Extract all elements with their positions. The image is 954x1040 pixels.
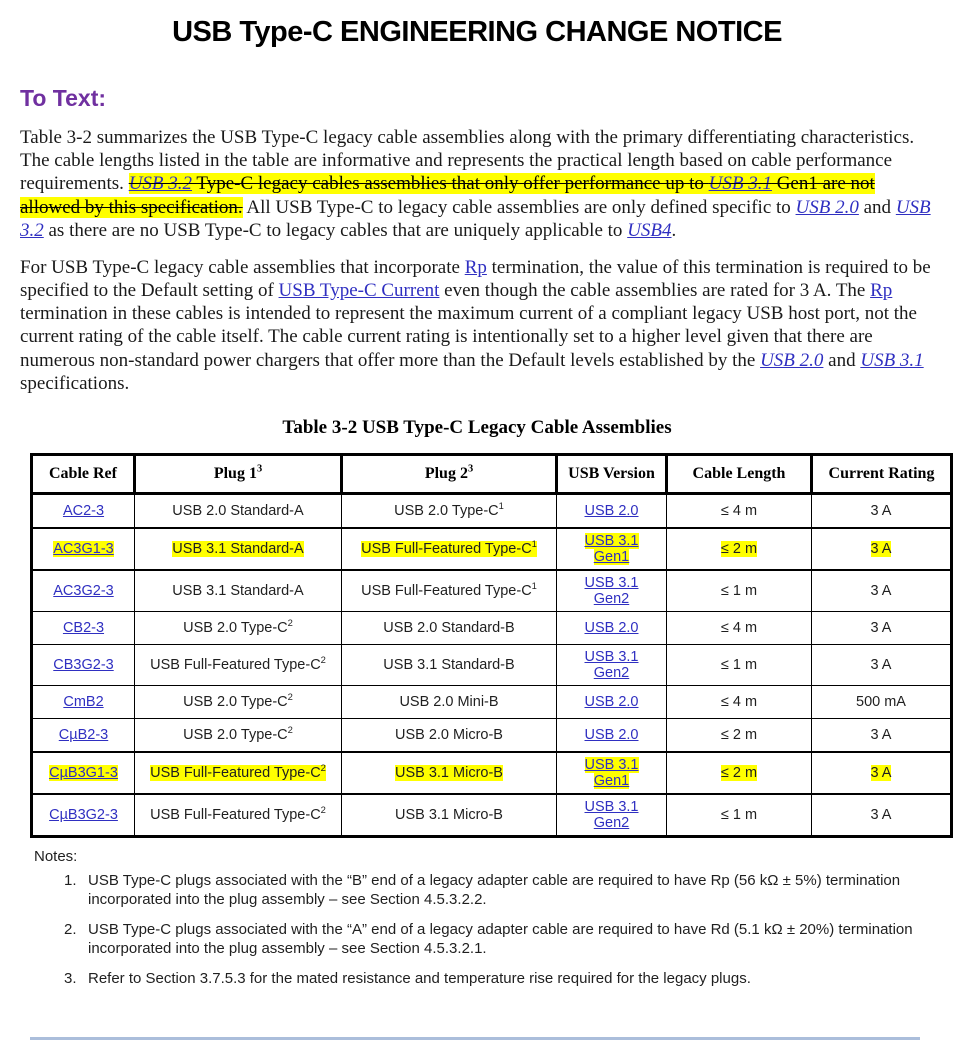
table-cell <box>667 685 812 718</box>
text-segment: Type-C legacy cables assemblies that only offer performance up to <box>192 173 709 195</box>
table-cell <box>342 752 557 794</box>
highlighted-text <box>361 538 537 557</box>
text-line: USB 3.1 <box>584 574 639 591</box>
header-cell-usb-version: USB Version <box>557 454 667 493</box>
table-cell <box>32 611 135 644</box>
link-usb-2-0[interactable]: USB 2.0 <box>584 502 639 519</box>
table-row <box>32 611 952 644</box>
table-cell <box>812 685 952 718</box>
table-cell <box>342 611 557 644</box>
link-cb2-3[interactable]: CB2-3 <box>62 619 105 636</box>
link-usb-3-1-gen2[interactable] <box>585 575 639 607</box>
table-cell <box>812 528 952 570</box>
link-c-b2-3[interactable]: CµB2-3 <box>58 726 109 743</box>
text-segment: 3 A <box>870 764 892 781</box>
highlighted-text <box>192 173 709 194</box>
footnote-ref: 3 <box>467 463 474 475</box>
table-cell <box>557 493 667 528</box>
document-title: USB Type-C ENGINEERING CHANGE NOTICE <box>172 16 782 48</box>
highlighted-text <box>53 541 113 557</box>
highlighted-text <box>172 541 303 557</box>
text-segment: USB 2.0 Mini-B <box>399 693 499 710</box>
footnote-ref: 3 <box>256 463 263 475</box>
table-row <box>32 493 952 528</box>
text-segment: as there are no USB Type-C to legacy cables that are uniquely applicable to <box>43 219 628 241</box>
table-cell <box>32 685 135 718</box>
text-line: Gen2 <box>593 590 630 607</box>
table-cell <box>32 570 135 612</box>
note-number: 1. <box>64 871 77 889</box>
link-usb-2-0[interactable]: USB 2.0 <box>584 619 639 636</box>
table-cell <box>667 611 812 644</box>
text-segment: USB Full-Featured Type-$C^2$ <box>150 804 326 823</box>
table-cell <box>342 794 557 837</box>
link-usb-type-c-current[interactable]: USB Type-C Current <box>278 280 440 302</box>
text-line: USB 3.1 <box>584 648 639 665</box>
table-cell <box>667 570 812 612</box>
table-cell <box>32 752 135 794</box>
table-cell <box>32 493 135 528</box>
section-heading-to-text: To Text: <box>20 85 107 111</box>
struck-text <box>709 173 772 194</box>
text-segment: USB 3.1 Micro-B <box>395 806 503 823</box>
text-segment: USB 3.1 Standard-B <box>383 656 515 673</box>
text-line: Gen1 <box>593 548 630 565</box>
text-segment: USB 3.1 Micro-B <box>395 764 503 781</box>
table-cell <box>557 528 667 570</box>
footnote-ref: 2 <box>287 724 293 736</box>
table-cell <box>812 611 952 644</box>
table-row <box>32 752 952 794</box>
table-cell <box>667 528 812 570</box>
text-segment: 3 A <box>870 726 892 743</box>
table-row <box>32 718 952 752</box>
text-segment: For USB Type-C legacy cable assemblies that incorporate <box>20 256 465 278</box>
table-cell <box>32 528 135 570</box>
notes-label: Notes: <box>34 847 78 865</box>
text-segment: ≤ 2 m <box>720 540 758 557</box>
table-cell <box>667 493 812 528</box>
table-cell <box>342 528 557 570</box>
table-caption: Table 3-2 USB Type-C Legacy Cable Assemblies <box>282 416 672 438</box>
table-cell <box>812 493 952 528</box>
text-line: Gen1 <box>593 772 630 789</box>
table-cell <box>135 718 342 752</box>
footnote-ref: 1 <box>531 580 537 592</box>
footnote-ref: 2 <box>320 804 326 816</box>
text-segment: and <box>823 349 861 371</box>
text-segment: 500 mA <box>856 693 906 710</box>
table-cell <box>812 718 952 752</box>
text-segment: USB Full-Featured Type-$C^2$ <box>150 762 326 781</box>
text-segment: 3 A <box>870 806 892 823</box>
table-cell <box>557 644 667 685</box>
footnote-ref: 2 <box>320 654 326 666</box>
text-segment: USB Full-Featured Type-$C^2$ <box>150 654 326 673</box>
table-cell <box>32 644 135 685</box>
text-line: Gen2 <box>593 814 630 831</box>
table-cell <box>557 570 667 612</box>
note-text: USB Type-C plugs associated with the “B” end of a legacy adapter cable are required to have Rp (56 kΩ ± 5%) termination incorporated into the plug assembly – see Section 4.5.3.2.2. <box>88 871 901 909</box>
table-cell <box>135 528 342 570</box>
table-cell <box>32 794 135 837</box>
paragraph-cable-summary <box>20 126 932 242</box>
footnote-ref: 2 <box>287 617 293 629</box>
link-ac3g2-3[interactable]: AC3G2-3 <box>53 582 114 599</box>
table-row <box>32 644 952 685</box>
highlighted-text <box>150 762 326 781</box>
link-usb-2-0[interactable]: USB 2.0 <box>584 726 639 743</box>
highlighted-text <box>871 765 892 781</box>
table-cell <box>557 752 667 794</box>
table-row <box>32 685 952 718</box>
link-usb-2-0[interactable]: USB 2.0 <box>584 693 639 710</box>
table-cell <box>557 718 667 752</box>
text-segment: ≤ 1 m <box>720 582 758 599</box>
link-usb-3-1-gen1[interactable] <box>585 533 639 565</box>
text-segment: termination, the value of this termination is required to be specified to the Default setting of <box>20 256 931 302</box>
notes-list <box>34 871 954 989</box>
link-ac3g1-3[interactable]: AC3G1-3 <box>53 540 114 557</box>
header-cell-plug-1: Plug $1^3$ <box>135 454 342 493</box>
text-line: Gen2 <box>593 664 630 681</box>
table-body <box>32 493 952 836</box>
text-segment: USB 3.1 Standard-A <box>172 582 304 599</box>
link-cb3g2-3[interactable]: CB3G2-3 <box>53 656 114 673</box>
note-number: 2. <box>64 920 77 938</box>
highlighted-text <box>395 765 503 781</box>
header-cell-current-rating: Current Rating <box>812 454 952 493</box>
table-row <box>32 794 952 837</box>
text-segment: 3 A <box>870 619 892 636</box>
header-cell-cable-length: Cable Length <box>667 454 812 493</box>
link-usb-3-1[interactable]: USB 3.1 <box>708 173 772 195</box>
text-segment: USB 2.0 Type-$C^1$ <box>394 500 504 519</box>
highlighted-text <box>49 765 118 781</box>
table-header-row <box>32 454 952 493</box>
text-line: USB 3.1 <box>584 798 639 815</box>
text-segment: ≤ 2 m <box>720 764 758 781</box>
link-cmb2[interactable]: CmB2 <box>63 693 104 710</box>
table-cell <box>342 685 557 718</box>
footnote-ref: 2 <box>320 762 326 774</box>
link-ac2-3[interactable]: AC2-3 <box>62 502 105 519</box>
text-segment: ≤ 1 m <box>720 806 758 823</box>
highlighted-text <box>721 765 757 781</box>
text-segment: Table 3-2 summarizes the USB Type-C legacy cable assemblies along with the primary differentiating characteristics. The cable lengths listed in the table are informative and represents the practical length based on cable performance requirements. <box>20 127 915 195</box>
table-cell <box>342 644 557 685</box>
text-segment: ≤ 2 m <box>720 726 758 743</box>
notes-section <box>34 848 954 989</box>
table-cell <box>667 794 812 837</box>
text-line: USB 3.1 <box>584 756 639 773</box>
table-cell <box>812 570 952 612</box>
paragraph-rp-termination <box>20 256 932 395</box>
highlighted-text <box>709 173 772 194</box>
table-cell <box>557 611 667 644</box>
highlighted-text <box>871 541 892 557</box>
table-cell <box>812 752 952 794</box>
note-number: 3. <box>64 969 77 987</box>
text-segment: ≤ 4 m <box>720 502 758 519</box>
highlighted-text <box>129 173 192 194</box>
link-c-b3g2-3[interactable]: CµB3G2-3 <box>49 806 118 823</box>
text-segment: and <box>858 196 896 218</box>
table-cell <box>135 611 342 644</box>
text-segment: USB 2.0 Standard-B <box>383 619 515 636</box>
text-segment: termination in these cables is intended to represent the maximum current of a compliant legacy USB host port, not the current rating of the cable itself. The cable current rating is intentionally set to a higher level given that there are numerous non-standard power chargers that offer more than the Default levels established by the <box>20 303 917 371</box>
struck-text <box>192 173 709 194</box>
table-cell <box>135 685 342 718</box>
text-segment: . <box>671 219 677 241</box>
text-segment: USB 2.0 Type-$C^2$ <box>183 691 293 710</box>
table-cell <box>812 644 952 685</box>
text-segment: USB Full-Featured Type-$C^1$ <box>361 580 537 599</box>
table-cell <box>667 718 812 752</box>
table-cell <box>135 752 342 794</box>
table-cell <box>342 570 557 612</box>
text-segment: USB 3.1 Standard-A <box>172 540 304 557</box>
note-text: Refer to Section 3.7.5.3 for the mated resistance and temperature rise required for the legacy plugs. <box>88 969 751 987</box>
table-header <box>32 454 952 493</box>
table-row <box>32 570 952 612</box>
text-line: USB 3.1 <box>584 532 639 549</box>
link-usb-3-1-gen1[interactable] <box>585 757 639 789</box>
text-segment: Gen1 are not allowed by this specification. <box>20 173 875 218</box>
note-text: USB Type-C plugs associated with the “A” end of a legacy adapter cable are required to have Rd (5.1 kΩ ± 20%) termination incorporated into the plug assembly – see Section 4.5.3.2.1. <box>88 920 913 958</box>
footnote-ref: 1 <box>531 538 537 550</box>
link-usb-3-1[interactable]: USB 3.1 <box>860 349 924 371</box>
link-usb-3-2[interactable]: USB 3.2 <box>128 173 193 195</box>
table-cell <box>342 493 557 528</box>
text-segment: ≤ 4 m <box>720 693 758 710</box>
table-cell <box>135 493 342 528</box>
link-c-b3g1-3[interactable]: CµB3G1-3 <box>49 764 118 781</box>
text-segment: 3 A <box>870 540 892 557</box>
table-cell <box>135 794 342 837</box>
text-segment: even though the cable assemblies are rated for 3 A. The <box>439 280 871 302</box>
table-cell <box>667 752 812 794</box>
highlighted-text <box>721 541 757 557</box>
link-usb4[interactable]: USB4 <box>627 219 672 241</box>
table-cell <box>667 644 812 685</box>
footnote-ref: 2 <box>287 691 293 703</box>
table-cell <box>342 718 557 752</box>
text-segment: USB 2.0 Type-$C^2$ <box>183 724 293 743</box>
text-segment: 3 A <box>870 502 892 519</box>
header-cell-cable-ref: Cable Ref <box>32 454 135 493</box>
footnote-ref: 1 <box>498 500 504 512</box>
link-usb-3-1-gen2[interactable] <box>585 799 639 831</box>
link-rp[interactable]: Rp <box>870 280 893 302</box>
text-segment: All USB Type-C to legacy cable assemblies are only defined specific to <box>242 196 796 218</box>
link-usb-3-2[interactable]: USB 3.2 <box>20 196 931 241</box>
text-segment: ≤ 1 m <box>720 656 758 673</box>
text-segment: USB 2.0 Standard-A <box>172 502 304 519</box>
text-segment: ≤ 4 m <box>720 619 758 636</box>
header-cell-plug-2: Plug $2^3$ <box>342 454 557 493</box>
text-segment: USB Full-Featured Type-$C^1$ <box>361 538 537 557</box>
struck-text <box>129 173 192 194</box>
note-item <box>64 920 924 959</box>
table-cell <box>135 570 342 612</box>
note-item <box>64 969 924 989</box>
link-rp[interactable]: Rp <box>464 256 487 278</box>
text-segment: USB 2.0 Type-$C^2$ <box>183 617 293 636</box>
text-segment: 3 A <box>870 582 892 599</box>
text-segment: specifications. <box>20 372 130 394</box>
table-cell <box>812 794 952 837</box>
link-usb-3-1-gen2[interactable] <box>585 649 639 681</box>
table-cell <box>32 718 135 752</box>
table-cell <box>557 685 667 718</box>
note-item <box>64 871 924 910</box>
text-segment: USB 2.0 Micro-B <box>395 726 503 743</box>
table-cell <box>135 644 342 685</box>
legacy-cable-assemblies-table <box>30 453 953 838</box>
table-row <box>32 528 952 570</box>
table-cell <box>557 794 667 837</box>
link-usb-2-0[interactable]: USB 2.0 <box>795 196 859 218</box>
text-segment: 3 A <box>870 656 892 673</box>
link-usb-2-0[interactable]: USB 2.0 <box>760 349 824 371</box>
